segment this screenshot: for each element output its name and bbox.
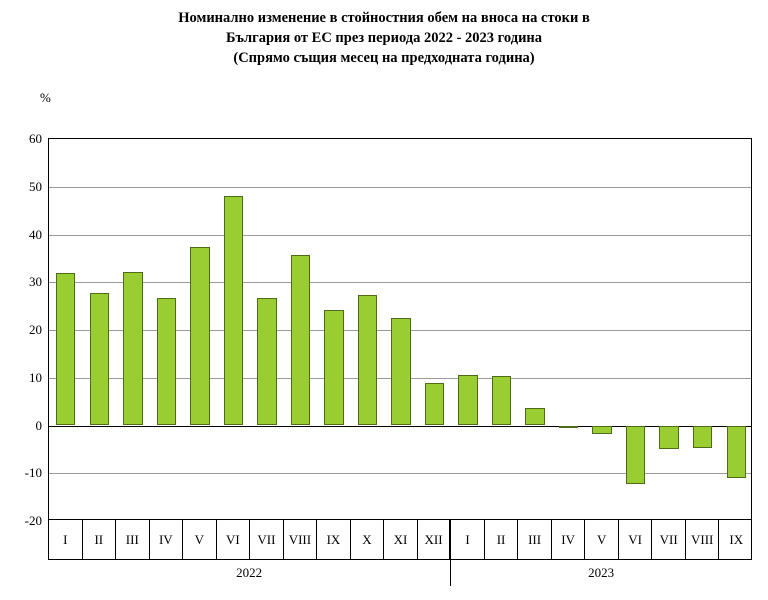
category-tick-label: III [116, 520, 150, 560]
y-axis-tick-label: 40 [29, 226, 42, 242]
category-tick-label: I [49, 520, 83, 560]
category-tick-label: VI [619, 520, 653, 560]
y-axis-tick-label: 60 [29, 131, 42, 146]
title-line-2: България от ЕС през периода 2022 - 2023 година [225, 30, 543, 46]
title-line-3: (Спрямо същия месец на предходната година) [233, 50, 535, 66]
category-tick-label: II [485, 520, 519, 560]
category-tick-label: IX [317, 520, 351, 560]
y-axis-tick-label: 0 [35, 417, 42, 433]
category-tick-label: VI [217, 520, 251, 560]
year-axis [48, 560, 752, 590]
year-label: 2022 [236, 565, 263, 580]
y-axis-tick-label: 10 [29, 369, 42, 385]
category-tick-label: IV [552, 520, 586, 560]
category-tick-label: VIII [686, 520, 720, 560]
category-tick-label: III [518, 520, 552, 560]
category-tick-label: I [451, 520, 485, 560]
year-label: 2023 [588, 565, 615, 580]
year-divider [450, 560, 451, 586]
category-tick-label: IV [150, 520, 184, 560]
y-axis-tick-label: -20 [24, 513, 42, 528]
category-tick-label: VII [652, 520, 686, 560]
title-line-1: Номинално изменение в стойностния обем на вноса на стоки в [178, 10, 590, 26]
y-axis-tick-label: -10 [24, 465, 42, 481]
page-title [0, 8, 768, 68]
y-axis-tick-label: 50 [29, 178, 42, 194]
y-axis-unit-label: % [40, 90, 51, 105]
y-axis-tick-label: 30 [29, 274, 42, 290]
category-tick-label: IX [729, 532, 744, 547]
y-axis-tick-label: 20 [29, 322, 42, 337]
category-tick-label: V [183, 520, 217, 560]
category-tick-label: II [83, 520, 117, 560]
category-tick-label: X [351, 520, 385, 560]
category-tick-label: XII [418, 520, 452, 560]
category-axis [48, 520, 752, 560]
category-tick-label: VII [250, 520, 284, 560]
category-tick-label: VIII [284, 520, 318, 560]
category-tick-label: V [585, 520, 619, 560]
category-tick-label: XI [384, 520, 418, 560]
y-axis-tick-labels [0, 131, 768, 528]
